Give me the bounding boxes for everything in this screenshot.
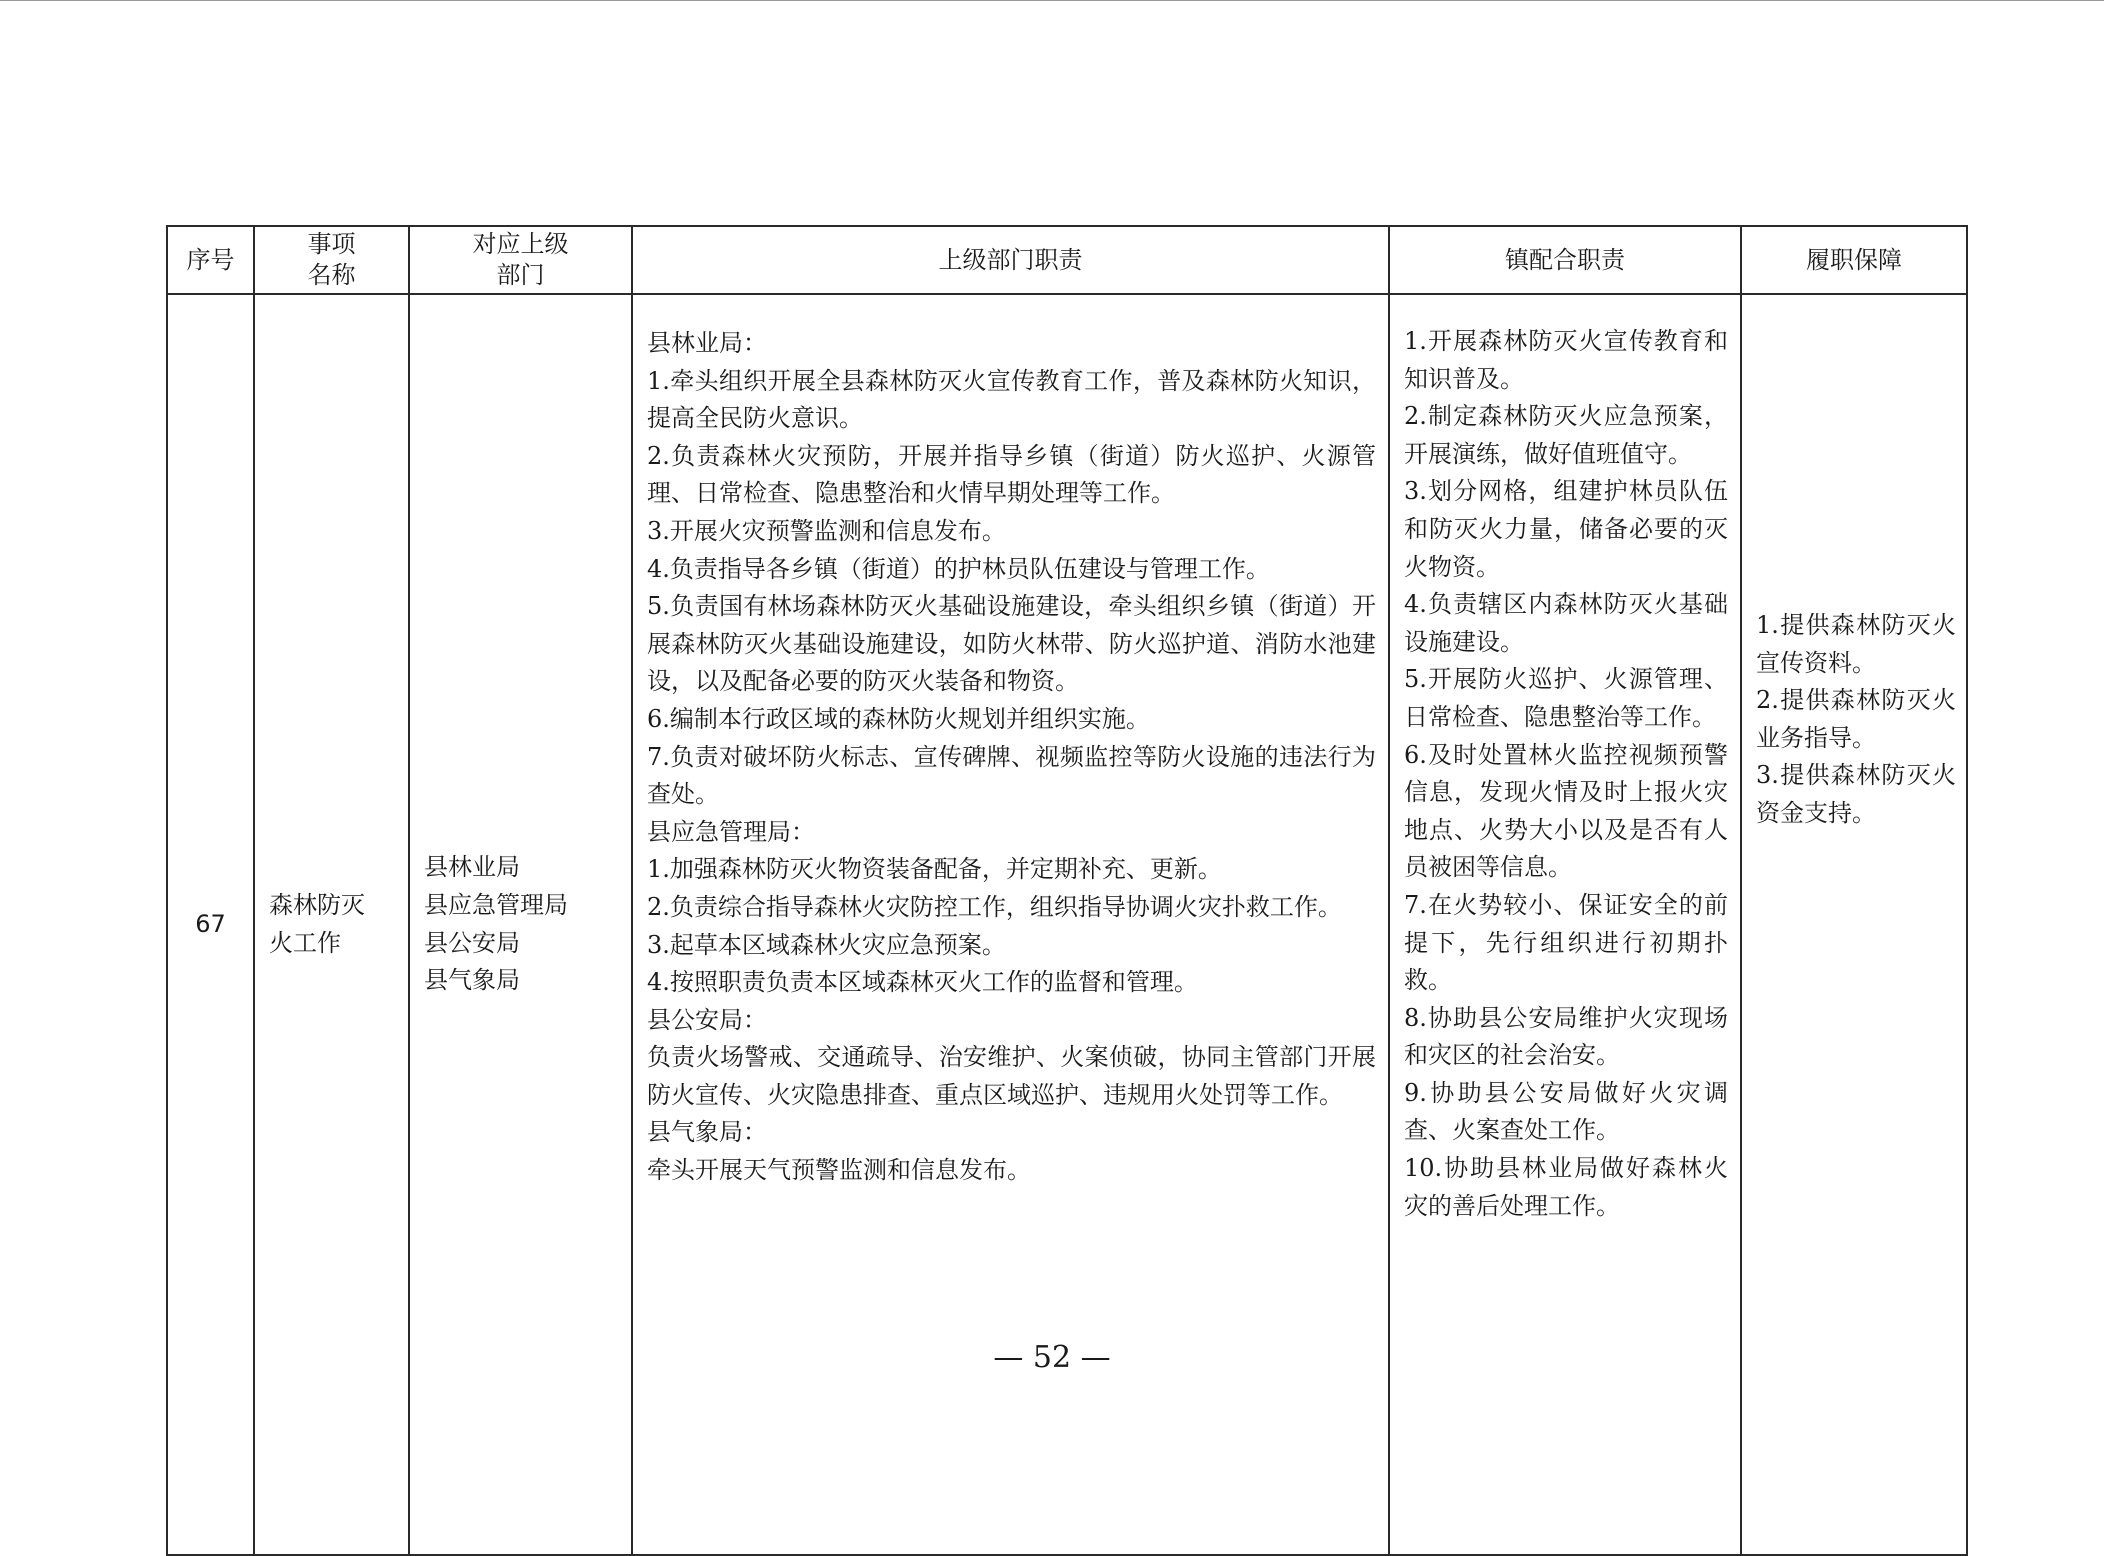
header-superior-duties: 上级部门职责 xyxy=(632,226,1389,294)
item-name-line: 森林防灭 xyxy=(269,890,365,919)
department-forestry: 县林业局 xyxy=(424,853,520,882)
duty-paragraph: 2.负责森林火灾预防，开展并指导乡镇（街道）防火巡护、火源管理、日常检查、隐患整治和火情早期处理等工作。 xyxy=(647,441,1376,508)
duty-paragraph: 6.编制本行政区域的森林防火规划并组织实施。 xyxy=(647,704,1150,733)
town-duty-item: 7.在火势较小、保证安全的前提下，先行组织进行初期扑救。 xyxy=(1404,890,1728,995)
duty-paragraph: 2.负责综合指导森林火灾防控工作，组织指导协调火灾扑救工作。 xyxy=(647,892,1342,921)
header-town-duties: 镇配合职责 xyxy=(1389,226,1741,294)
town-duty-item: 10.协助县林业局做好森林火灾的善后处理工作。 xyxy=(1404,1154,1728,1220)
row-number: 67 xyxy=(167,294,254,1555)
duty-paragraph: 县公安局： xyxy=(647,1005,767,1034)
duty-paragraph: 县应急管理局： xyxy=(647,817,815,846)
town-duty-item: 1.开展森林防灭火宣传教育和知识普及。 xyxy=(1404,327,1728,393)
duty-paragraph: 县气象局： xyxy=(647,1118,767,1147)
duty-paragraph: 7.负责对破坏防火标志、宣传碑牌、视频监控等防火设施的违法行为查处。 xyxy=(647,742,1376,809)
header-guarantees: 履职保障 xyxy=(1741,226,1967,294)
duty-paragraph: 负责火场警戒、交通疏导、治安维护、火案侦破，协同主管部门开展防火宣传、火灾隐患排查、重点区域巡护、违规用火处罚等工作。 xyxy=(647,1043,1376,1109)
guarantee-item: 1.提供森林防灭火宣传资料。 xyxy=(1756,611,1956,677)
header-item-name: 事项 名称 xyxy=(254,226,409,294)
department-police: 县公安局 xyxy=(424,928,520,957)
town-duty-item: 3.划分网格，组建护林员队伍和防灭火力量，储备必要的灭火物资。 xyxy=(1404,477,1728,581)
guarantee-item: 3.提供森林防灭火资金支持。 xyxy=(1756,761,1956,827)
table-header-row xyxy=(167,226,1967,294)
header-serial-number: 序号 xyxy=(167,226,254,294)
town-duty-item: 5.开展防火巡护、火源管理、日常检查、隐患整治等工作。 xyxy=(1404,665,1728,731)
town-duty-item: 6.及时处置林火监控视频预警信息，发现火情及时上报火灾地点、火势大小以及是否有人员被困等信息。 xyxy=(1404,740,1728,882)
page-top-border xyxy=(0,0,2104,1)
town-duty-item: 2.制定森林防灭火应急预案，开展演练，做好值班值守。 xyxy=(1404,402,1728,468)
town-duty-item: 8.协助县公安局维护火灾现场和灾区的社会治安。 xyxy=(1404,1003,1728,1070)
duty-paragraph: 牵头开展天气预警监测和信息发布。 xyxy=(647,1156,1031,1185)
duty-paragraph: 县林业局： xyxy=(647,329,767,357)
duty-paragraph: 1.牵头组织开展全县森林防灭火宣传教育工作，普及森林防火知识，提高全民防火意识。 xyxy=(647,366,1376,433)
town-duty-item: 4.负责辖区内森林防灭火基础设施建设。 xyxy=(1404,590,1728,656)
guarantee-item: 2.提供森林防灭火业务指导。 xyxy=(1756,686,1956,752)
item-name-line: 火工作 xyxy=(269,928,341,957)
department-meteorology: 县气象局 xyxy=(424,966,520,995)
duty-paragraph: 5.负责国有林场森林防灭火基础设施建设，牵头组织乡镇（街道）开展森林防灭火基础设施建设，如防火林带、防火巡护道、消防水池建设，以及配备必要的防灭火装备和物资。 xyxy=(647,592,1376,696)
town-duty-item: 9.协助县公安局做好火灾调查、火案查处工作。 xyxy=(1404,1078,1728,1145)
duty-paragraph: 3.开展火灾预警监测和信息发布。 xyxy=(647,516,1006,545)
header-superior-department: 对应上级 部门 xyxy=(409,226,632,294)
department-emergency: 县应急管理局 xyxy=(424,890,568,919)
duty-paragraph: 3.起草本区域森林火灾应急预案。 xyxy=(647,930,1006,959)
duty-paragraph: 4.负责指导各乡镇（街道）的护林员队伍建设与管理工作。 xyxy=(647,554,1270,583)
duty-paragraph: 4.按照职责负责本区域森林灭火工作的监督和管理。 xyxy=(647,968,1198,997)
duty-paragraph: 1.加强森林防灭火物资装备配备，并定期补充、更新。 xyxy=(647,855,1222,884)
page-number: — 52 — xyxy=(993,1340,1111,1375)
